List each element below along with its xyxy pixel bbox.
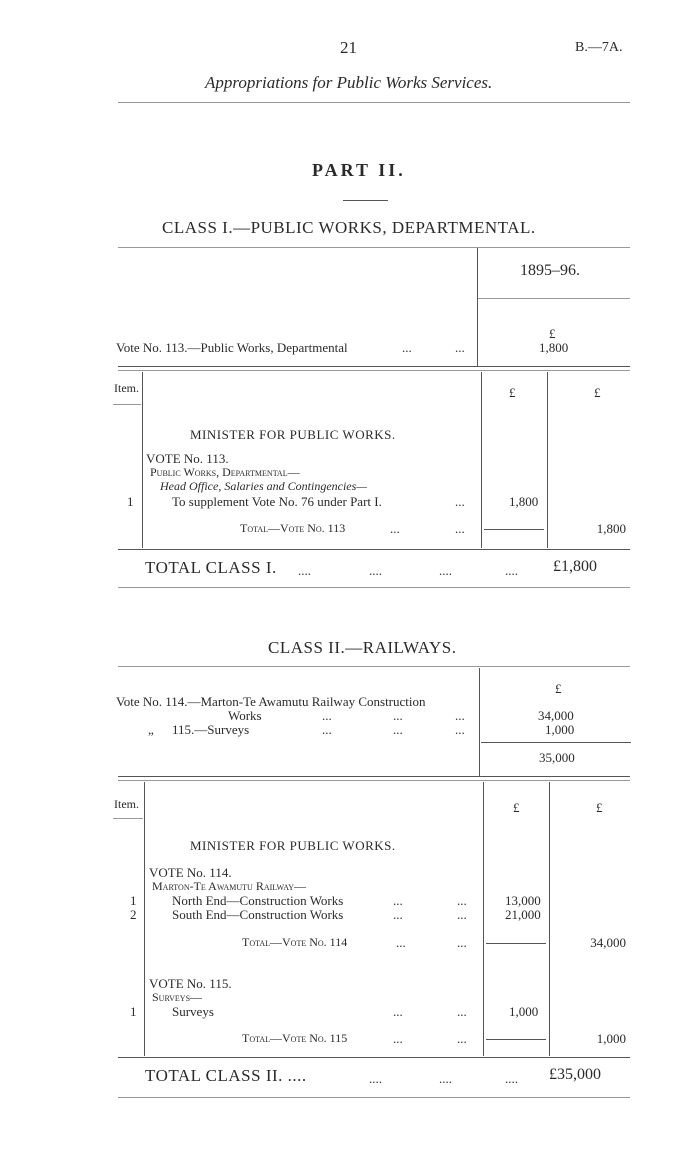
class2-summary-amount-1: 34,000 [538, 708, 574, 723]
leader-dots: ... [455, 521, 465, 536]
leader-dots: ... [393, 722, 403, 737]
class2-summary-line1: Vote No. 114.—Marton-Te Awamutu Railway Construction [116, 694, 426, 709]
part-title: PART II. [312, 160, 406, 180]
vote114-item-number: 1 [130, 893, 137, 908]
class1-item-text: To supplement Vote No. 76 under Part I. [172, 494, 382, 509]
class2-summary-rule [118, 776, 630, 777]
class1-summary-rule-2 [118, 370, 630, 371]
class2-summary-total: 35,000 [539, 750, 575, 765]
class1-vote-total-amount: 1,800 [596, 521, 626, 536]
vote114-number: VOTE No. 114. [149, 865, 232, 880]
class1-table-bottom-rule [118, 549, 630, 550]
class2-summary-sum-rule [481, 742, 631, 743]
class1-title: CLASS I.—PUBLIC WORKS, DEPARTMENTAL. [162, 218, 536, 237]
header-rule [118, 102, 630, 103]
class1-vote-name: Public Works, Departmental— [150, 465, 300, 479]
class1-vote-number: VOTE No. 113. [146, 451, 229, 466]
vote115-total-label: Total—Vote No. 115 [242, 1031, 348, 1045]
class2-summary-amount-2: 1,000 [545, 722, 575, 737]
leader-dots: .... [439, 563, 452, 578]
leader-dots: ... [393, 1004, 403, 1019]
leader-dots: ... [457, 907, 467, 922]
class1-col1-currency: £ [509, 385, 516, 400]
class2-item-header: Item. [114, 797, 139, 811]
leader-dots: ... [457, 935, 467, 950]
class1-col2-rule [547, 372, 548, 548]
class2-col2-currency: £ [596, 800, 603, 815]
class2-summary-line1b: Works [228, 708, 262, 723]
class2-summary-line2: 115.—Surveys [172, 722, 250, 737]
class2-top-rule [118, 666, 630, 667]
leader-dots: ... [322, 722, 332, 737]
class2-col1-currency: £ [513, 800, 520, 815]
leader-dots: .... [298, 563, 311, 578]
total-dash [484, 529, 544, 530]
class1-col2-currency: £ [594, 385, 601, 400]
class1-vote-total-label: Total—Vote No. 113 [240, 521, 346, 535]
item-header-rule [113, 404, 141, 405]
class1-year-header: 1895–96. [520, 262, 580, 279]
vote114-item-text: North End—Construction Works [172, 893, 344, 908]
running-title: Appropriations for Public Works Services. [205, 73, 493, 92]
leader-dots: ... [455, 722, 465, 737]
vote114-item-number: 2 [130, 907, 137, 922]
class2-table-bottom-rule [118, 1057, 630, 1058]
leader-dots: ... [457, 1004, 467, 1019]
document-reference: B.—7A. [575, 40, 623, 55]
total-dash [486, 943, 546, 944]
leader-dots: ... [455, 494, 465, 509]
class1-item-header: Item. [114, 381, 139, 395]
leader-dots: .... [505, 563, 518, 578]
class2-title: CLASS II.—RAILWAYS. [268, 638, 457, 657]
class1-top-rule [118, 247, 630, 248]
class1-minister: MINISTER FOR PUBLIC WORKS. [190, 427, 396, 442]
vote114-name: Marton-Te Awamutu Railway— [152, 879, 307, 893]
leader-dots: ... [396, 935, 406, 950]
leader-dots: .... [369, 563, 382, 578]
class2-summary-rule-2 [118, 780, 630, 781]
leader-dots: ... [393, 708, 403, 723]
class1-summary-currency: £ [549, 326, 556, 341]
leader-dots: ... [322, 708, 332, 723]
class1-item-number: 1 [127, 494, 134, 509]
class1-item-amount: 1,800 [509, 494, 539, 509]
leader-dots: ... [402, 340, 412, 355]
vote115-name: Surveys— [152, 990, 203, 1004]
vote114-total-label: Total—Vote No. 114 [242, 935, 348, 949]
class2-item-column-rule [144, 782, 145, 1056]
vote114-item-text: South End—Construction Works [172, 907, 344, 922]
vote114-total-amount: 34,000 [590, 935, 626, 950]
leader-dots: ... [393, 907, 403, 922]
leader-dots: ... [457, 893, 467, 908]
class1-total-amount: £1,800 [553, 558, 597, 575]
total-dash [486, 1039, 546, 1040]
class1-bottom-rule [118, 587, 630, 588]
vote115-item-amount: 1,000 [509, 1004, 539, 1019]
leader-dots: .... [505, 1071, 518, 1086]
leader-dots: .... [439, 1071, 452, 1086]
vote114-item-amount: 21,000 [505, 907, 541, 922]
item-header-rule [113, 818, 143, 819]
class2-total-label: TOTAL CLASS II. .... [145, 1066, 307, 1085]
class2-col1-rule [483, 782, 484, 1056]
class2-bottom-rule [118, 1097, 630, 1098]
class1-summary-divider [477, 248, 478, 366]
class2-summary-ditto: „ [148, 722, 154, 737]
class2-summary-divider [479, 668, 480, 776]
page-number: 21 [340, 38, 357, 57]
vote115-item-number: 1 [130, 1004, 137, 1019]
class1-total-label: TOTAL CLASS I. [145, 558, 277, 577]
leader-dots: ... [390, 521, 400, 536]
class1-summary-rule [118, 366, 630, 367]
class1-summary-amount: 1,800 [539, 340, 569, 355]
class1-col1-rule [481, 372, 482, 548]
vote115-item-text: Surveys [172, 1004, 214, 1019]
vote115-number: VOTE No. 115. [149, 976, 232, 991]
class1-year-rule [478, 298, 630, 299]
class2-total-amount: £35,000 [549, 1066, 601, 1083]
vote115-total-amount: 1,000 [596, 1031, 626, 1046]
part-title-rule [343, 200, 388, 201]
class2-summary-currency: £ [555, 681, 562, 696]
leader-dots: ... [455, 340, 465, 355]
class1-item-column-rule [142, 372, 143, 548]
class1-subhead: Head Office, Salaries and Contingencies— [160, 479, 367, 493]
class1-summary-label: Vote No. 113.—Public Works, Departmental [116, 340, 348, 355]
vote114-item-amount: 13,000 [505, 893, 541, 908]
class2-col2-rule [549, 782, 550, 1056]
class2-minister: MINISTER FOR PUBLIC WORKS. [190, 838, 396, 853]
leader-dots: ... [455, 708, 465, 723]
leader-dots: ... [457, 1031, 467, 1046]
leader-dots: ... [393, 893, 403, 908]
leader-dots: .... [369, 1071, 382, 1086]
leader-dots: ... [393, 1031, 403, 1046]
